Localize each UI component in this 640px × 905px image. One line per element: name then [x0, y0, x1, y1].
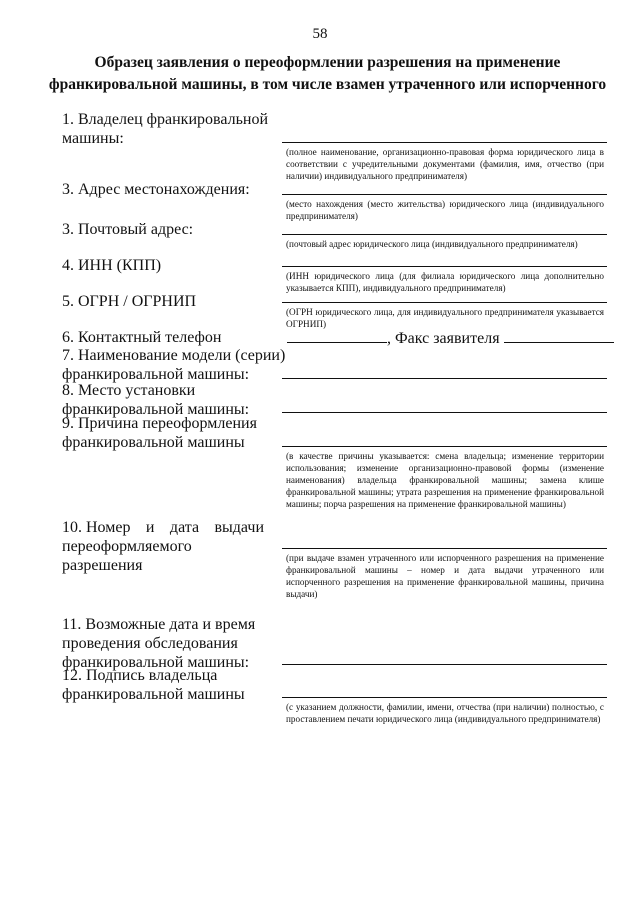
signature-label	[62, 666, 245, 704]
permit-label-word: и	[145, 519, 155, 536]
permit-label-word: 10. Номер	[62, 519, 131, 536]
page-number: 58	[312, 26, 328, 42]
inn-field-line[interactable]	[282, 266, 607, 267]
owner-label-line-1: 1. Владелец франкировальной	[62, 111, 269, 128]
reason-label-line-2: франкировальной машины	[62, 434, 245, 451]
inspection-label	[62, 615, 255, 672]
permit-label	[62, 518, 264, 575]
phone-fax-row	[287, 328, 614, 348]
reason-hint: (в качестве причины указывается: смена владельца; изменение территории использования; изменение организационно-правовой формы (изменение наименования) владельца франкировальной машины; замена клише франкировальной машины; утрата разрешения на применение франкировальной машины; порча разрешения на применение франкировальной машины)	[286, 451, 604, 509]
title-line-1: Образец заявления о переоформлении разрешения на применение	[94, 54, 561, 71]
install-label-line-1: 8. Место установки	[62, 382, 196, 399]
signature-label-line-2: франкировальной машины	[62, 686, 245, 703]
inn-label: 4. ИНН (КПП)	[62, 257, 162, 274]
permit-label-word: выдачи	[214, 519, 264, 536]
signature-field-line[interactable]	[282, 697, 607, 698]
owner-hint: (полное наименование, организационно-правовая форма юридического лица в соответствии с учредительными документами (фамилия, имя, отчество (при наличии) индивидуального предпринимателя)	[286, 147, 604, 181]
phone-label: 6. Контактный телефон	[62, 329, 222, 346]
reason-label-line-1: 9. Причина переоформления	[62, 415, 257, 432]
fax-field-line[interactable]	[504, 328, 614, 343]
owner-label-line-2: машины:	[62, 130, 124, 147]
location-label: 3. Адрес местонахождения:	[62, 181, 250, 198]
inspection-label-line-1: 11. Возможные дата и время	[62, 616, 256, 633]
reason-label	[62, 414, 257, 452]
location-field-line[interactable]	[282, 194, 607, 195]
postal-field-line[interactable]	[282, 234, 607, 235]
owner-field-line[interactable]	[282, 142, 607, 143]
ogrn-label: 5. ОГРН / ОГРНИП	[62, 293, 197, 310]
inspection-label-line-3: франкировальной машины:	[62, 654, 250, 671]
ogrn-field-line[interactable]	[282, 302, 607, 303]
phone-field-line[interactable]	[287, 328, 387, 343]
model-label-line-1: 7. Наименование модели (серии)	[62, 347, 286, 364]
location-hint: (место нахождения (место жительства) юридического лица (индивидуального предпринимателя)	[286, 199, 604, 221]
install-label-line-2: франкировальной машины:	[62, 401, 250, 418]
signature-label-line-1: 12. Подпись владельца	[62, 667, 218, 684]
title-line-2: франкировальной машины, в том числе взамен утраченного или испорченного	[48, 76, 607, 93]
install-field-line[interactable]	[282, 412, 607, 413]
postal-label: 3. Почтовый адрес:	[62, 221, 194, 238]
postal-hint: (почтовый адрес юридического лица (индивидуального предпринимателя)	[286, 239, 578, 249]
inspection-label-line-2: проведения обследования	[62, 635, 238, 652]
ogrn-hint: (ОГРН юридического лица, для индивидуального предпринимателя указывается ОГРНИП)	[286, 307, 604, 329]
model-label	[62, 346, 285, 384]
owner-label	[62, 110, 268, 148]
reason-field-line[interactable]	[282, 446, 607, 447]
model-label-line-2: франкировальной машины:	[62, 366, 250, 383]
permit-label-line-2: переоформляемого разрешения	[62, 538, 192, 574]
permit-label-line-1	[62, 518, 264, 537]
inn-hint: (ИНН юридического лица (для филиала юридического лица дополнительно указывается КПП), индивидуального предпринимателя)	[286, 271, 604, 293]
model-field-line[interactable]	[282, 378, 607, 379]
signature-hint: (с указанием должности, фамилии, имени, отчества (при наличии) полностью, с проставлением печати юридического лица (индивидуального предпринимателя)	[286, 702, 604, 724]
document-title	[40, 52, 615, 96]
permit-label-word: дата	[169, 519, 200, 536]
inspection-field-line[interactable]	[282, 664, 607, 665]
permit-field-line[interactable]	[282, 548, 607, 549]
fax-label: , Факс заявителя	[387, 330, 500, 347]
permit-hint: (при выдаче взамен утраченного или испорченного разрешения на применение франкировальной машины – номер и дата выдачи утраченного или испорченного разрешения на применение франкировальной машины, причина выдачи)	[286, 553, 604, 599]
